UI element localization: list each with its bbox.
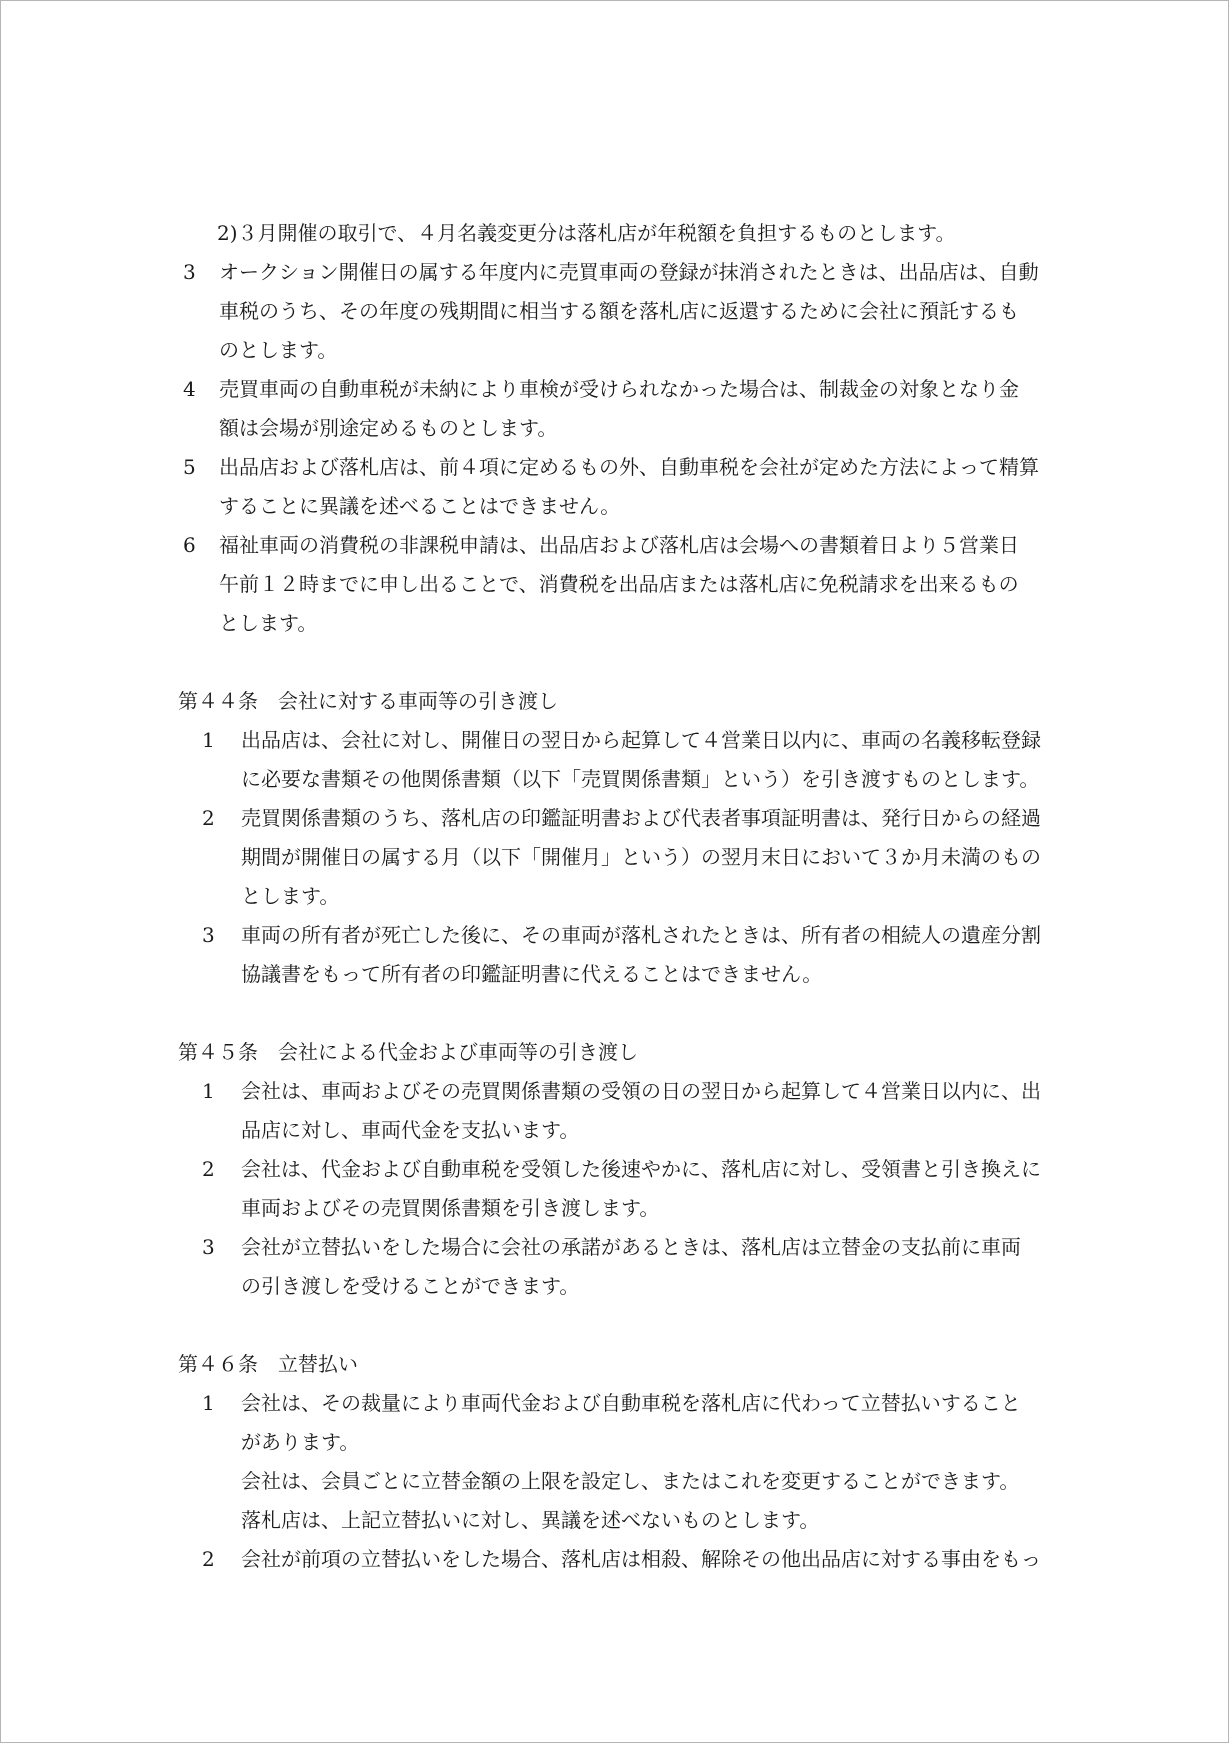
item-number: 2 (202, 1157, 215, 1181)
list-item-45-3 (1, 1228, 1229, 1306)
article-45-heading: 第４５条 会社による代金および車両等の引き渡し (178, 1040, 638, 1064)
list-item-45-1 (1, 1072, 1229, 1150)
item-number: 2 (202, 806, 215, 830)
item-text: 売買車両の自動車税が未納により車検が受けられなかった場合は、制裁金の対象となり金 額は会場が別途定めるものとします。 (219, 377, 1019, 440)
item-number: 3 (202, 923, 215, 947)
list-item-44-3 (1, 916, 1229, 994)
section-gap (1, 1306, 1229, 1345)
item-text: オークション開催日の属する年度内に売買車両の登録が抹消されたときは、出品店は、自動 車税のうち、その年度の残期間に相当する額を落札店に返還するために会社に預託するも のとします。 (219, 260, 1039, 362)
article-44-heading: 第４４条 会社に対する車両等の引き渡し (178, 689, 558, 713)
item-text: 会社が立替払いをした場合に会社の承諾があるときは、落札店は立替金の支払前に車両 の引き渡しを受けることができます。 (241, 1235, 1021, 1298)
intro-subitem (1, 214, 1229, 253)
list-item-44-1 (1, 721, 1229, 799)
list-item-intro-5 (1, 448, 1229, 526)
item-number: 1 (202, 1391, 215, 1415)
item-number: 3 (183, 260, 196, 284)
section-gap (1, 994, 1229, 1033)
list-item-intro-6 (1, 526, 1229, 643)
item-number: 1 (202, 728, 215, 752)
item-number: 5 (183, 455, 196, 479)
item-text: 車両の所有者が死亡した後に、その車両が落札されたときは、所有者の相続人の遺産分割 協議書をもって所有者の印鑑証明書に代えることはできません。 (241, 923, 1041, 986)
intro-subitem-label: 2) (217, 221, 238, 245)
item-number: 2 (202, 1547, 215, 1571)
document-body (1, 214, 1229, 1579)
item-text: 福祉車両の消費税の非課税申請は、出品店および落札店は会場への書類着日より５営業日 午前１２時までに申し出ることで、消費税を出品店または落札店に免税請求を出来るもの とします。 (219, 533, 1019, 635)
item-number: 3 (202, 1235, 215, 1259)
item-text: 出品店は、会社に対し、開催日の翌日から起算して４営業日以内に、車両の名義移転登録 に必要な書類その他関係書類（以下「売買関係書類」という）を引き渡すものとします。 (241, 728, 1041, 791)
item-text: 会社は、車両およびその売買関係書類の受領の日の翌日から起算して４営業日以内に、出 品店に対し、車両代金を支払います。 (241, 1079, 1041, 1142)
item-text: 会社は、その裁量により車両代金および自動車税を落札店に代わって立替払いすること があります。 会社は、会員ごとに立替金額の上限を設定し、またはこれを変更することができます。 落札店は、上記立替払いに対し、異議を述べないものとします。 (241, 1391, 1021, 1532)
item-number: 6 (183, 533, 196, 557)
item-number: 1 (202, 1079, 215, 1103)
section-gap (1, 643, 1229, 682)
list-item-45-2 (1, 1150, 1229, 1228)
list-item-44-2 (1, 799, 1229, 916)
article-46-heading: 第４６条 立替払い (178, 1352, 358, 1376)
list-item-intro-3 (1, 253, 1229, 370)
item-text: 会社は、代金および自動車税を受領した後速やかに、落札店に対し、受領書と引き換えに 車両およびその売買関係書類を引き渡します。 (241, 1157, 1041, 1220)
item-text: 会社が前項の立替払いをした場合、落札店は相殺、解除その他出品店に対する事由をもっ (241, 1547, 1041, 1571)
list-item-intro-4 (1, 370, 1229, 448)
list-item-46-1 (1, 1384, 1229, 1540)
item-text: 出品店および落札店は、前４項に定めるもの外、自動車税を会社が定めた方法によって精算 することに異議を述べることはできません。 (219, 455, 1039, 518)
intro-subitem-line: 2)３月開催の取引で、４月名義変更分は落札店が年税額を負担するものとします。 (217, 221, 956, 245)
list-item-46-2 (1, 1540, 1229, 1579)
item-number: 4 (183, 377, 196, 401)
item-text: 売買関係書類のうち、落札店の印鑑証明書および代表者事項証明書は、発行日からの経過 期間が開催日の属する月（以下「開催月」という）の翌月末日において３か月未満のもの とします。 (241, 806, 1041, 908)
